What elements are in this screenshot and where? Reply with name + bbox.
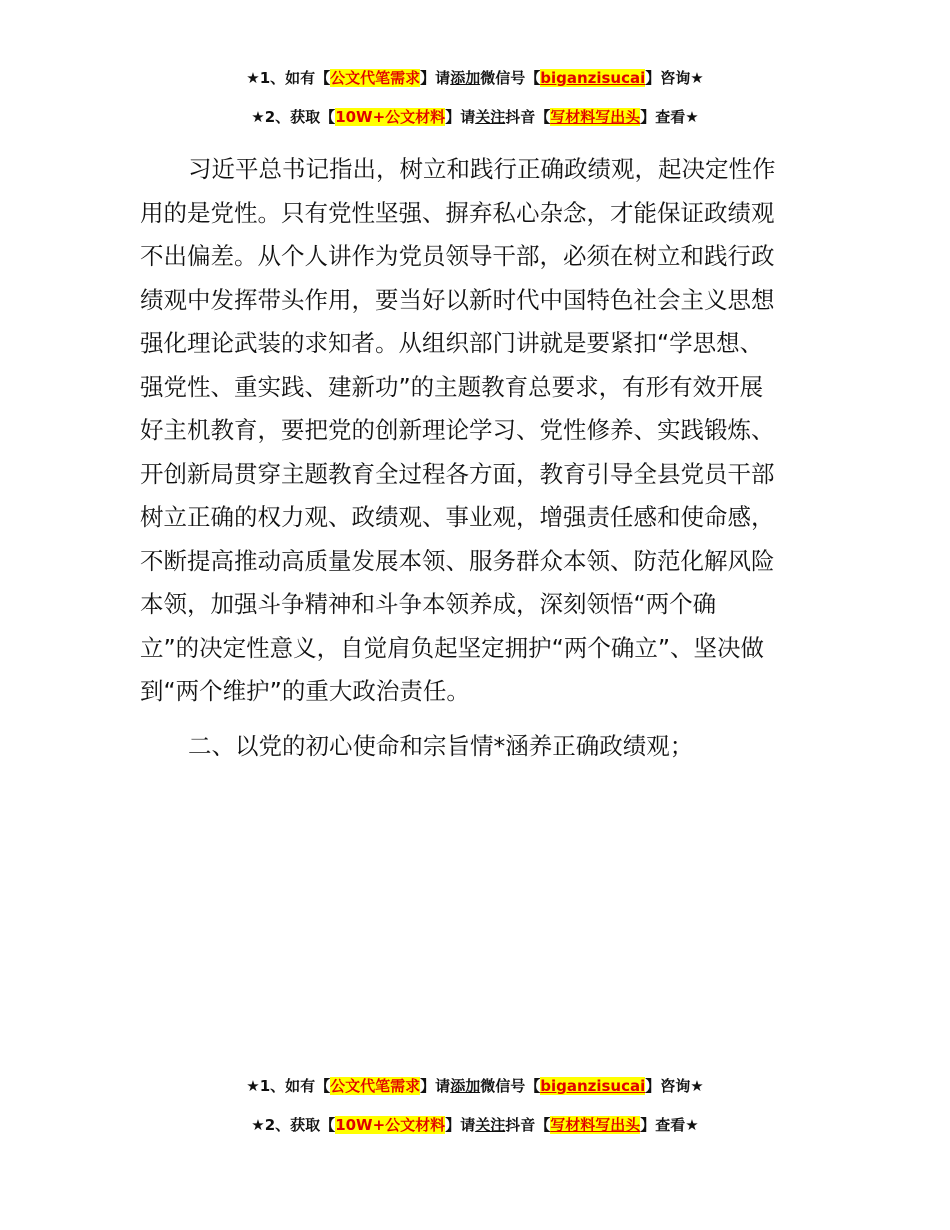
paragraph-line: 立”的决定性意义，自觉肩负起坚定拥护“两个确立”、坚决做 <box>140 633 765 662</box>
ad-text: ★1、如有【 <box>246 69 331 87</box>
ad-text: 抖音【 <box>505 1116 551 1134</box>
ad-underlined-add: 添加 <box>450 1077 481 1095</box>
paragraph-line: 习近平总书记指出，树立和践行正确政绩观，起决定性作 <box>188 155 776 183</box>
paragraph-line: 强化理论武装的求知者。从组织部门讲就是要紧扣“学思想、 <box>140 329 764 357</box>
paragraph-line: 用的是党性。只有党性坚强、摒弃私心杂念，才能保证政绩观 <box>140 198 775 227</box>
ad-text: ★2、获取【 <box>251 108 336 126</box>
ad-underlined-follow: 关注 <box>475 108 506 126</box>
paragraph-line: 树立正确的权力观、政绩观、事业观，增强责任感和使命感， <box>140 503 775 531</box>
paragraph-line: 绩观中发挥带头作用，要当好以新时代中国特色社会主义思想 <box>140 285 775 314</box>
ad-text: 】请 <box>420 69 451 87</box>
ad-highlight-wechat-id[interactable]: biganzisucai <box>540 69 646 87</box>
ad-text: ★2、获取【 <box>251 1116 336 1134</box>
footer-ad-line-2 <box>0 1115 950 1135</box>
ad-underlined-follow: 关注 <box>475 1116 506 1134</box>
paragraph-line: 好主机教育，要把党的创新理论学习、党性修养、实践锻炼、 <box>140 416 775 444</box>
ad-text: 】查看★ <box>640 1116 699 1134</box>
paragraph-line: 本领，加强斗争精神和斗争本领养成，深刻领悟“两个确 <box>140 590 717 618</box>
paragraph-line: 不出偏差。从个人讲作为党员领导干部，必须在树立和践行政 <box>140 242 775 270</box>
header-ad-line-2 <box>0 107 950 127</box>
ad-text: 】咨询★ <box>645 69 704 87</box>
ad-text: 】咨询★ <box>645 1077 704 1095</box>
ad-text: ★1、如有【 <box>246 1077 331 1095</box>
section-heading-2 <box>140 725 815 769</box>
ad-highlight-douyin-account[interactable]: 写材料写出头 <box>550 108 641 126</box>
ad-highlight-service: 公文代笔需求 <box>330 69 421 87</box>
ad-text: 】请 <box>445 108 476 126</box>
ad-text: 微信号【 <box>480 1077 541 1095</box>
ad-text: 】请 <box>445 1116 476 1134</box>
paragraph-line: 到“两个维护”的重大政治责任。 <box>140 677 470 705</box>
ad-text: 微信号【 <box>480 69 541 87</box>
ad-highlight-douyin-account[interactable]: 写材料写出头 <box>550 1116 641 1134</box>
ad-highlight-materials: 10W+公文材料 <box>335 1116 446 1134</box>
header-ad-line-1 <box>0 68 950 88</box>
body-paragraph-1 <box>140 148 815 714</box>
ad-highlight-wechat-id[interactable]: biganzisucai <box>540 1077 646 1095</box>
paragraph-line: 不断提高推动高质量发展本领、服务群众本领、防范化解风险 <box>140 546 775 575</box>
section-heading-text: 二、以党的初心使命和宗旨情*涵养正确政绩观； <box>188 732 694 760</box>
ad-text: 】查看★ <box>640 108 699 126</box>
footer-ad-line-1 <box>0 1076 950 1096</box>
ad-text: 抖音【 <box>505 108 551 126</box>
ad-highlight-materials: 10W+公文材料 <box>335 108 446 126</box>
paragraph-line: 开创新局贯穿主题教育全过程各方面，教育引导全县党员干部 <box>140 459 775 488</box>
ad-underlined-add: 添加 <box>450 69 481 87</box>
paragraph-line: 强党性、重实践、建新功”的主题教育总要求，有形有效开展 <box>140 372 764 401</box>
ad-highlight-service: 公文代笔需求 <box>330 1077 421 1095</box>
ad-text: 】请 <box>420 1077 451 1095</box>
